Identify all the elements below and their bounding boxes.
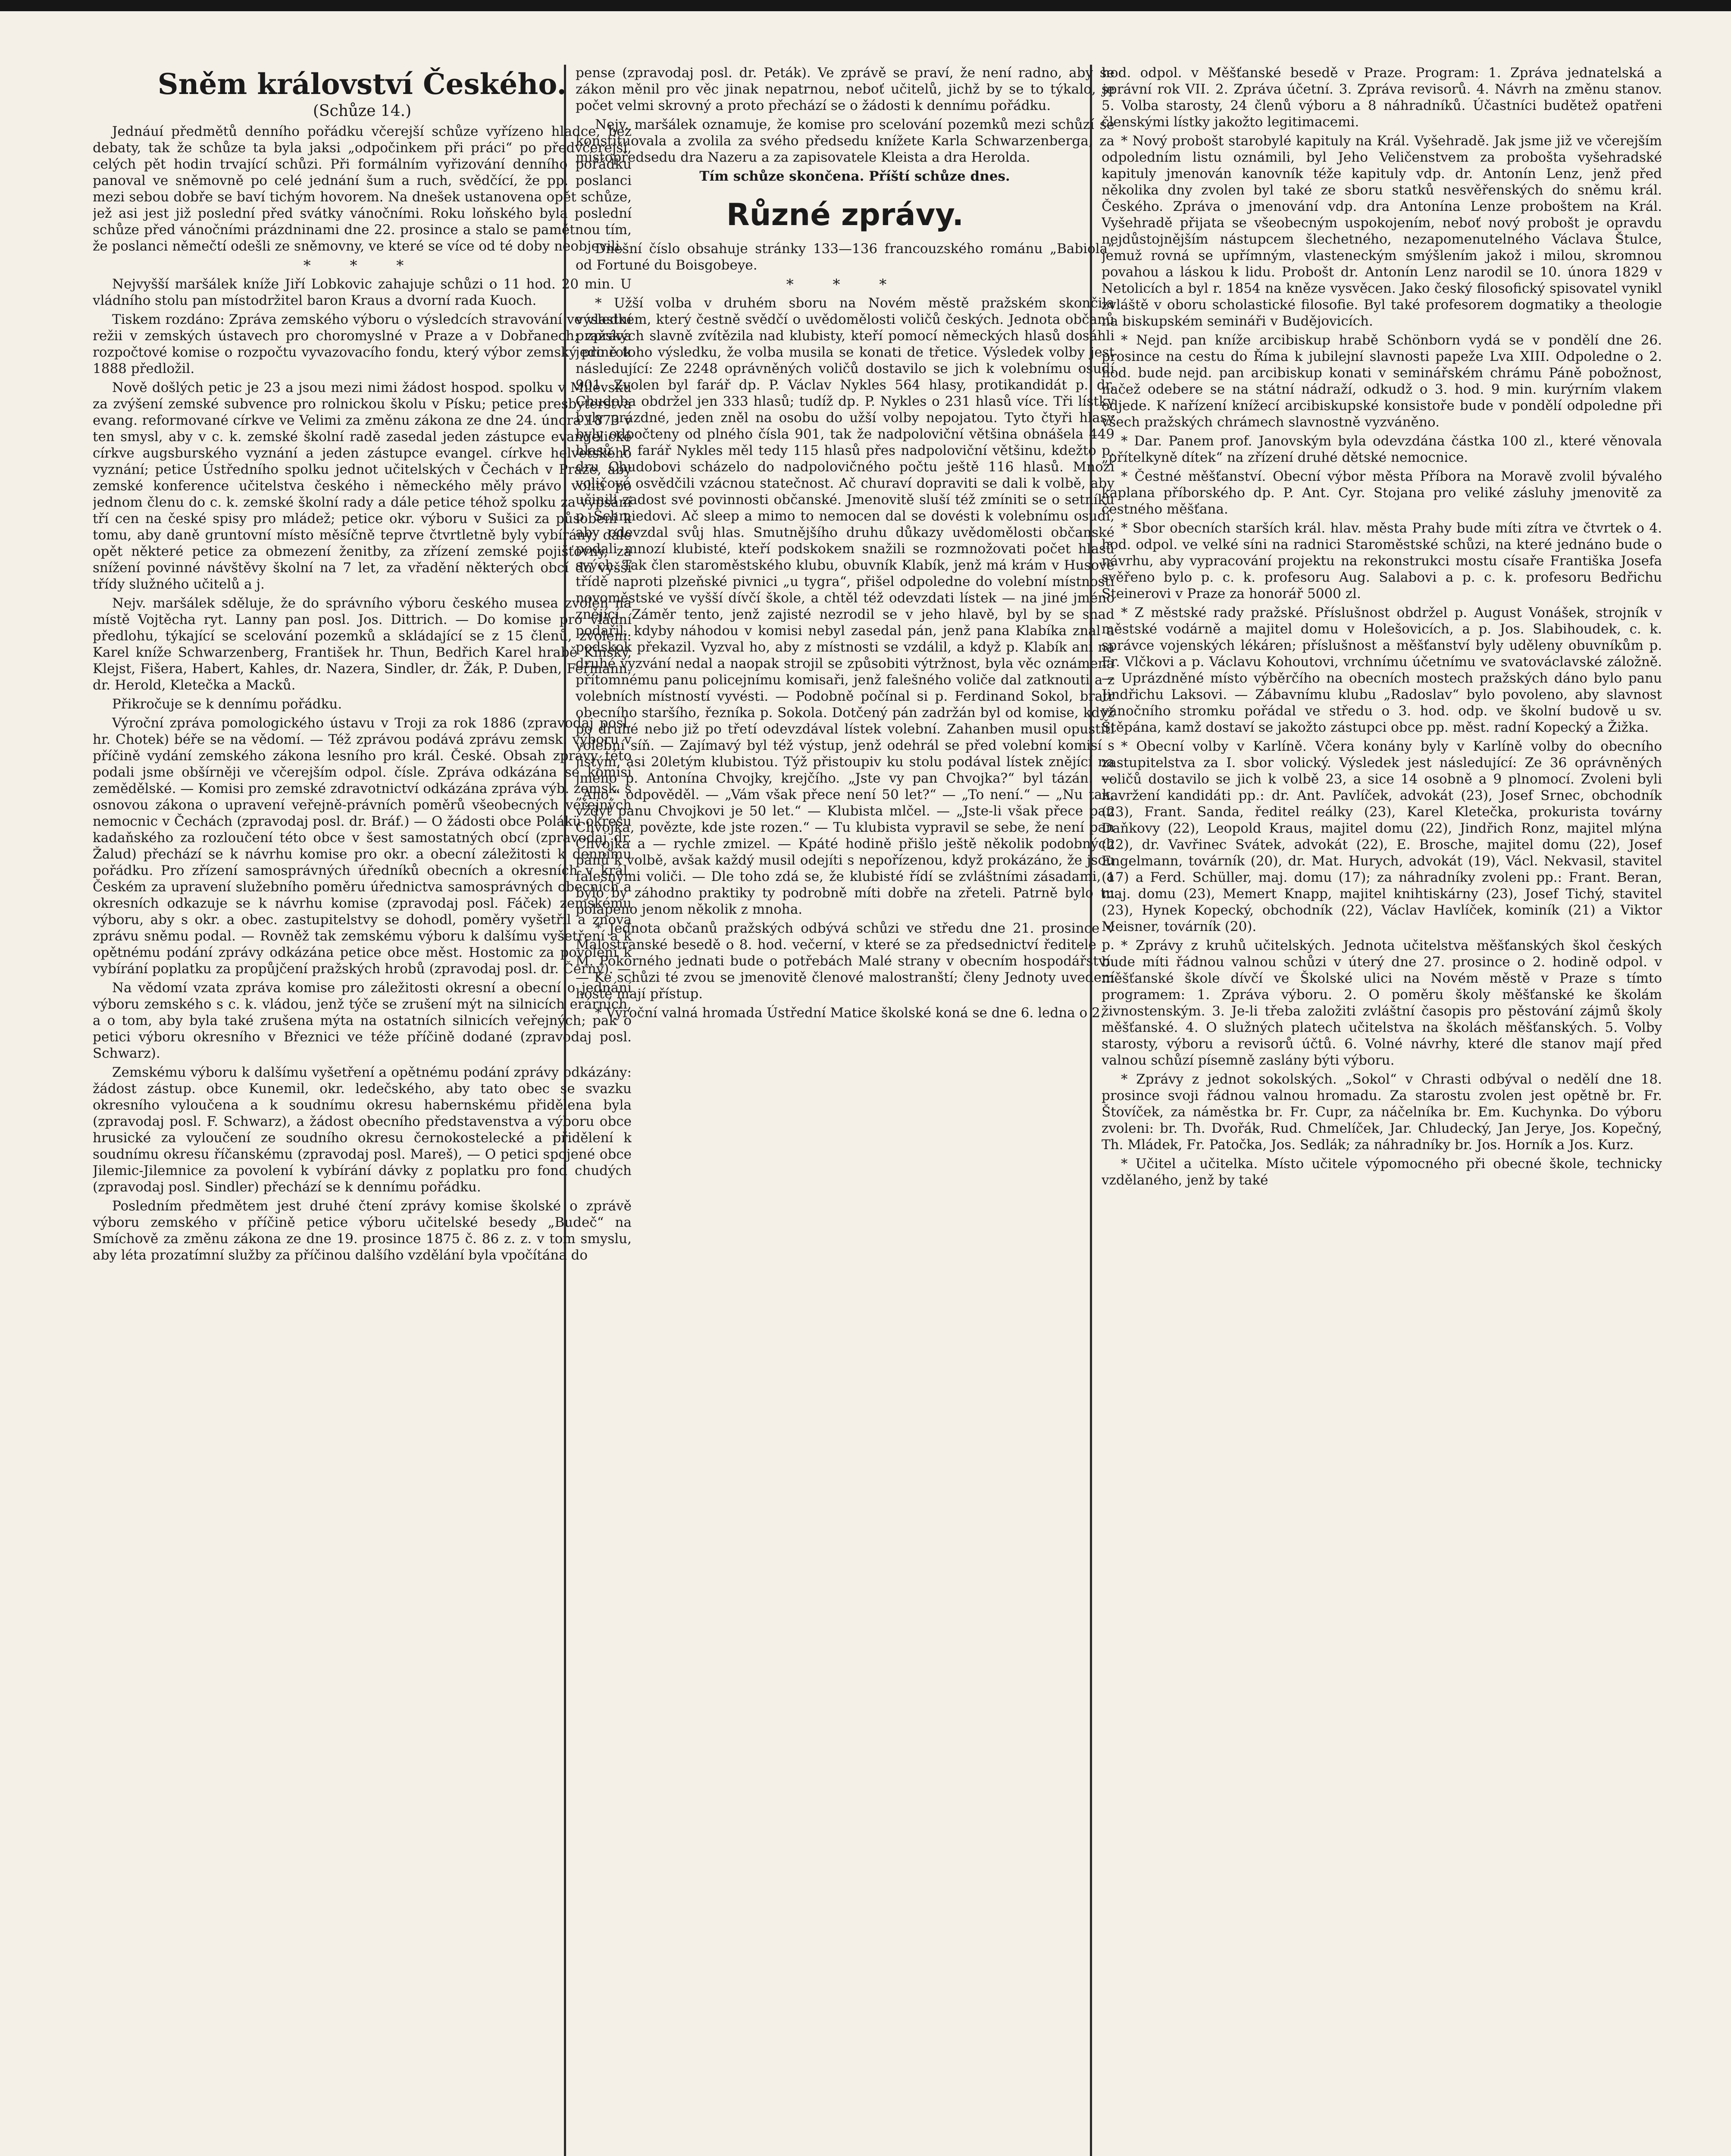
column-1	[93, 65, 632, 2156]
paragraph: Nově došlých petic je 23 a jsou mezi nimi žádost hospod. spolku v Milevsku za zvýšení zemské subvence pro rolnickou školu v Písku; petice presbyterstva evang. reformované církve ve Velimi za změnu zákona ze dne 24. února 1873 v ten smysl, aby v c. k. zemské školní radě zasedal jeden zástupce evangelické církve augsburského vyznání a jeden zástupce evangel. církve helvetského vyznání; petice Ústředního spolku jednot učitelských v Čechách v Praze, aby zemské konference učitelstva českého i německého měly právo voliti po jednom členu do c. k. zemské školní rady a dále petice téhož spolku za vypsání tří cen na české spisy pro mládež; petice okr. výboru v Sušici za působení k tomu, aby daně gruntovní místo měsíčně teprve čtvrtletně byly vybírány; dále opět některé petice za obmezení ženitby, za zřízení zemské pojišťovny, za snížení povinné návštěvy školní na 7 let, za vřadění některých obcí do vyšší třídy služného učitelů a j.	[93, 380, 632, 592]
paragraph: hod. odpol. v Měšťanské besedě v Praze. Program: 1. Zpráva jednatelská a správní rok VII. 2. Zpráva účetní. 3. Zpráva revisorů. 4. Návrh na změnu stanov. 5. Volba starosty, 24 členů výboru a 8 náhradníků. Účastníci budětež opatřeni členskými lístky jakožto legitimacemi.	[1102, 65, 1662, 130]
paragraph: Posledním předmětem jest druhé čtení zprávy komise školské o zprávě výboru zemského v příčině petice výboru učitelské besedy „Budeč“ na Smíchově za změnu zákona ze dne 19. prosince 1875 č. 86 z. z. v tom smyslu, aby léta prozatímní služby za příčinou dalšího vzdělání byla vpočítána do	[93, 1198, 632, 1263]
paragraph: Nejv. maršálek sděluje, že do správního výboru českého musea zvolen na místě Vojtěcha ryt. Lanny pan posl. Jos. Dittrich. — Do komise pro vládní předlohu, týkající se scelování pozemků a skládající se z 15 členů, zvoleni: Karel kníže Schwarzenberg, František hr. Thun, Bedřich Karel hrabě Kinský, Klejst, Fišera, Habert, Kahles, dr. Nazera, Sindler, dr. Žák, P. Duben, Feřmann, dr. Herold, Kletečka a Macků.	[93, 595, 632, 693]
paragraph: * Nový probošt starobylé kapituly na Král. Vyšehradě. Jak jsme již ve včerejším odpoledním listu oznámili, byl Jeho Veličenstvem za proboštа vyšehradské kapituly jmenován kanovník téže kapituly vdp. dr. Antonín Lenz, jenž před několika dny zvolen byl také ze sboru statků nesvěřenských do sněmu král. Českého. Zpráva o jmenování vdp. dra Antonína Lenze proboštem na Král. Vyšehradě přijata se všeobecným uspokojením, neboť nový probošt je opravdu nejdůstojnějším nástupcem šlechetného, nezapomenutelného Václava Štulce, jemuž rovná se upřímným, vlasteneckým smýšlením jakož i milou, skromnou povahou a láskou k lidu. Probošt dr. Antonín Lenz narodil se 10. února 1829 v Netolicích a byl r. 1854 na kněze vysvěcen. Jako český filosofický spisovatel vynikl zvláště v oboru scholastické filosofie. Byl také profesorem dogmatiky a theologie na biskupském semináři v Budějovicích.	[1102, 133, 1662, 329]
paragraph: Tiskem rozdáno: Zpráva zemského výboru o výsledcích stravování ve vlastní režii v zemských ústavech pro choromyslné v Praze a v Dobřanech; zpráva rozpočtové komise o rozpočtu vyvazovacího fondu, který výbor zemský pro rok 1888 předložil.	[93, 312, 632, 376]
paragraph: * Čestné měšťanství. Obecní výbor města Příbora na Moravě zvolil bývalého kaplana příborského dp. P. Ant. Cyr. Stojana pro veliké zásluhy jmenovitě za čestného měšťana.	[1102, 469, 1662, 517]
paragraph: Jednáuí předmětů denního pořádku včerejší schůze vyřízeno hladce, bez debaty, tak že schůze ta byla jaksi „odpočinkem při práci“ po předvčerejší, celých pět hodin trvající schůzi. Při formálním vyřizování denního pořádku panoval ve sněmovně po celé jednání šum a ruch, svědčící, že pp. poslanci mezi sebou dobře se baví tichým hovorem. Na dnešek ustanovena opět schůze, jež asi jest již poslední před svátky vánočními. Roku loňského byla poslední schůze před vánočními prázdninami dne 22. prosince a stalo se pamětnou tím, že poslanci němečtí odešli ze sněmovny, ve které se více od té doby neobjevili.	[93, 124, 632, 254]
paragraph: * Zprávy z jednot sokolských. „Sokol“ v Chrasti odbýval o nedělí dne 18. prosince svoji řádnou valnou hromadu. Za starostu zvolen jest opětně br. Fr. Štovíček, za náměstka br. Fr. Cupr, za náčelníka br. Em. Kuchynka. Do výboru zvoleni: br. Th. Dvořák, Rud. Chmelíček, Jar. Chludecký, Jan Jerye, Jos. Kopečný, Th. Mládek, Fr. Patočka, Jos. Sedlák; za náhradníky br. Jos. Horník a Jos. Kurz.	[1102, 1072, 1662, 1153]
paragraph: * Dar. Panem prof. Janovským byla odevzdána částka 100 zl., které věnovala „přítelkyně dítek“ na zřízení druhé dětské nemocnice.	[1102, 433, 1662, 465]
paragraph: * Učitel a učitelka. Místo učitele výpomocného při obecné škole, technicky vzdělaného, jenž by také	[1102, 1156, 1662, 1188]
scan-edge-top	[0, 0, 1731, 11]
section-stars: * * *	[786, 276, 904, 293]
article-title: Sněm království Českého.	[157, 67, 567, 101]
paragraph: * Užší volba v druhém sboru na Novém městě pražském skončila výsledkem, který čestně svědčí o uvědomělosti voličů českých. Jednota občanů pražských slavně zvítězila nad klubisty, kteří pomocí německých hlasů dosáhli jedině toho výsledku, že volba musila se konati de třetice. Výsledek volby jest následující: Ze 2248 oprávněných voličů dostavilo se jich k volebnímu osudí 901. Zvolen byl farář dp. P. Václav Nykles 564 hlasy, protikandidát p. dr. Chudoba obdržel jen 333 hlasů; tudíž dp. P. Nykles o 231 hlasů více. Tři lístky byly prázdné, jeden zněl na osobu do užší volby nepojatou. Tyto čtyři hlasy byly odpočteny od plného čísla 901, tak že nadpoloviční většina obnášela 449 hlasů. P. farář Nykles měl tedy 115 hlasů přes nadpoloviční většinu, kdežto p. dru Chudobovi scházelo do nadpolovičného počtu ještě 116 hlasů. Mnozí voličové osvědčili vzácnou statečnost. Ač churaví dopraviti se dali k volbě, aby učinili zadost své povinnosti občanské. Jmenovitě sluší též zmíniti se o setníku p. Schmiedovi. Ač sleep a mimo to nemocen dal se dovésti k volebnímu osudí, aby odevzdal svůj hlas. Smutnějšího druhu důkazy uvědomělosti občanské podali mnozí klubisté, kteří podskokem snažili se rozmnožovati počet hlasů svých. Tak člen staroměstského klubu, obuvník Klabík, jenž má krám v Husově třídě naproti plzeňské pivnici „u tygra“, přišel odpoledne do volební místnosti novoměstské ve vyšší dívčí škole, a chtěl též odevzdati lístek — na jiné jméno znějící. Záměr tento, jenž zajisté nezrodil se v jeho hlavě, byl by se snad podařil, kdyby náhodou v komisi nebyl zasedal pán, jenž pana Klabíka znal a podskok překazil. Vyzval ho, aby z místnosti se vzdálil, a když p. Klabík ani na druhé vyzvání nedal a naopak strojil se způsobiti výtržnost, byla věc oznámena přítomnému panu policejnímu komisaři, jenž falešného voliče dal zatknouti a z volebních místností vyvésti. — Podobně počínal si p. Ferdinand Sokol, bratr obecního staršího, řezníka p. Sokola. Dotčený pán zadržán byl od komise, když po druhé nebo již po třetí odevzdával lístek volební. Zahanben musil opustiti volební síň. — Zajímavý byl též výstup, jenž odehrál se před volební komisí s jistým, asi 20letým klubistou. Týž přistoupiv ku stolu podával lístek znějící na jméno p. Antonína Chvojky, krejčího. „Jste vy pan Chvojka?“ byl tázán. — „Ano,“ odpověděl. — „Vám však přece není 50 let?“ — „To není.“ — „Nu tak, vždyť panu Chvojkovi je 50 let.“ — Klubista mlčel. — „Jste-li však přece pan Chvojka, povězte, kde jste rozen.“ — Tu klubista vypravil se sebe, že není pan Chvojka a — rychle zmizel. — Kpáté hodině přišlo ještě několik podobných pánů k volbě, avšak každý musil odejíti s nepořízenou, když prokázáno, že jsou falešnými voliči. — Dle toho zdá se, že klubisté řídí se zvláštními zásadami, a bylo by záhodno praktiky ty podrobně míti dobře na zřeteli. Patrně bylo tu polapeno jenom několik z mnoha.	[576, 295, 1114, 917]
paragraph: Nejvyšší maršálek kníže Jiří Lobkovic zahajuje schůzi o 11 hod. 20 min. U vládního stolu pan místodržitel baron Kraus a dvorní rada Kuoch.	[93, 276, 632, 308]
paragraph: pense (zpravodaj posl. dr. Peták). Ve zprávě se praví, že není radno, aby se zákon měnil pro věc jinak nepatrnou, neboť učitelů, jichž by se to týkalo, je počet velmi skrovný a proto přechází se o žádosti k dennímu pořádku.	[576, 65, 1114, 113]
paragraph: Přikročuje se k dennímu pořádku.	[112, 696, 342, 712]
paragraph: * Nejd. pan kníže arcibiskup hrabě Schönborn vydá se v pondělí dne 26. prosince na cestu do Říma k jubilejní slavnosti papeže Lva XIII. Odpoledne o 2. hod. bude nejd. pan arcibiskup konati v seminářském chrámu Páně pobožnost, načež odebere se na státní nádraží, odkudž o 3. hod. 9 min. kurýrním vlakem odjede. K nařízení knížecí arcibiskupské konsistoře bude v pondělí odpoledne při všech pražských chrámech slavnostně vyzváněno.	[1102, 332, 1662, 430]
paragraph: Tím schůze skončena. Příští schůze dnes.	[699, 169, 1010, 184]
article-subtitle: (Schůze 14.)	[313, 102, 412, 120]
section-title: Různé zprávy.	[726, 197, 964, 232]
column-2	[576, 65, 1114, 2156]
paragraph: * Výroční valná hromada Ústřední Matice školské koná se dne 6. ledna o 2.	[595, 1005, 1105, 1021]
paragraph: Nejv. maršálek oznamuje, že komise pro scelování pozemků mezi schůzí se konstituovala a zvolila za svého předsedu knížete Karla Schwarzenberga, za místopředsedu dra Nazeru a za zapisovatele Kleista a dra Herolda.	[576, 117, 1114, 165]
paragraph: * Zprávy z kruhů učitelských. Jednota učitelstva měšťanských škol českých bude míti řádnou valnou schůzi v úterý dne 27. prosince o 2. hodině odpol. v měšťanské škole dívčí ve Školské ulici na Novém městě v Praze s tímto programem: 1. Zpráva výboru. 2. O poměru školy měšťanské ke školám živnostenským. 3. Je-li třeba založiti zvláštní časopis pro pěstování zájmů školy měšťanské. 4. O služných platech učitelstva na školách měšťanských. 5. Volby starosty, výboru a revisorů účtů. 6. Volné návrhy, které dle stanov mají před valnou schůzí písemně zaslány býti výboru.	[1102, 938, 1662, 1068]
paragraph: * Sbor obecních starších král. hlav. města Prahy bude míti zítra ve čtvrtek o 4. hod. odpol. ve velké síni na radnici Staroměstské schůzi, na které jednáno bude o návrhu, aby vypracování projektu na rekonstrukci mostu císaře Františka Josefa svěřeno bylo p. c. k. profesoru Aug. Salabovi a p. c. k. profesoru Bedřichu Steinerovi v Praze za honorář 5000 zl.	[1102, 520, 1662, 602]
paragraph: * Z městské rady pražské. Příslušnost obdržel p. August Vonášek, strojník v městské vodárně a majitel domu v Holešovicích, a p. Jos. Slabihoudek, c. k. správce vojenských lékáren; příslušnost a měšťanství byly uděleny obuvníkům p. Fr. Vlčkovi a p. Václavu Kohoutovi, vrchnímu účetnímu ve svatováclavské záložně. — Uprázdněné místo výběrčího na obecních mostech pražských dáno bylo panu Jindřichu Laksovi. — Zábavnímu klubu „Radoslav“ bylo povoleno, aby slavnost vánočního stromku pořádal ve středu o 3. hod. odp. ve školní budově u sv. Štěpána, kamž dostaví se jakožto zástupci obce pp. měst. radní Kopecký a Žižka.	[1102, 605, 1662, 735]
paragraph: Zemskému výboru k dalšímu vyšetření a opětnému podání zprávy odkázány: žádost zástup. obce Kunemil, okr. ledečského, aby tato obec se svazku okresního vyloučena a k soudnímu okresu habernskému přidělena byla (zpravodaj posl. F. Schwarz), a žádost obecního představenstva a výboru obce hrusické za vyloučení ze soudního okresu černokostelecké a přidělení k soudnímu okresu říčanskému (zpravodaj posl. Mareš), — O petici spojené obce Jilemic-Jilemnice za povolení k vybírání dávky z poplatku pro fond chudých (zpravodaj posl. Sindler) přechází se k dennímu pořádku.	[93, 1065, 632, 1195]
paragraph: Na vědomí vzata zpráva komise pro záležitosti okresní a obecní o jednání výboru zemského s c. k. vládou, jenž týče se zrušení mýt na silnicích erárních, a o tom, aby byla také zrušena mýta na ostatních silnicích veřejných; pak o petici výboru okresního v Březnici ve téže příčině dodané (zpravodaj posl. Schwarz).	[93, 980, 632, 1061]
paragraph: Dnešní číslo obsahuje stránky 133—136 francouzského románu „Babiola“ od Fortuné du Boisgobeye.	[576, 241, 1114, 273]
paragraph: * Obecní volby v Karlíně. Včera konány byly v Karlíně volby do obecního zastupitelstva za I. sbor volický. Výsledek jest následující: Ze 36 oprávněných voličů dostavilo se jich k volbě 23, a sice 14 osobně a 9 plnomocí. Zvoleni byli navržení kandidáti pp.: dr. Ant. Pavlíček, advokát (23), Josef Srnec, obchodník (23), Frant. Sanda, ředitel reálky (23), Karel Kletečka, prokurista továrny Daňkovy (22), Leopold Kraus, majitel domu (22), Jindřich Ronz, majitel mlýna (22), dr. Vavřinec Svátek, advokát (22), E. Brosche, majitel domu (22), Josef Engelmann, továrník (20), dr. Mat. Hurych, advokát (19), Václ. Nekvasil, stavitel (17) a Ferd. Schüller, maj. domu (17); za náhradníky zvoleni pp.: Frant. Beran, maj. domu (23), Memert Knapp, majitel knihtiskárny (23), Josef Tichý, stavitel (23), Hynek Kopecký, obchodník (22), Václav Havlíček, kominík (21) a Viktor Meisner, továrník (20).	[1102, 739, 1662, 934]
paragraph: * Jednota občanů pražských odbývá schůzi ve středu dne 21. prosince v Malostranské besedě o 8. hod. večerní, v které se za předsednictví ředitele p. M. Pokorného jednati bude o potřebách Malé strany v obecním hospodářství. — Ke schůzi té zvou se jmenovitě členové malostranští; členy Jednoty uvedení hosté mají přístup.	[576, 921, 1114, 1002]
paragraph: Výroční zpráva pomologického ústavu v Troji za rok 1886 (zpravodaj posl. hr. Chotek) béře se na vědomí. — Též zprávou podává zprávu zemsk. výboru v příčině vydání zemského zákona lesního pro král. České. Obsah zprávy této podali jsme obšírněji ve včerejším odpol. čísle. Zpráva odkázána se komisi zemědělské. — Komisi pro zemské zdravotnictví odkázána zpráva výb. zemsk. s osnovou zákona o upravení veřejně-právních poměrů všeobecných veřejných nemocnic v Čechách (zpravodaj posl. dr. Bráf.) — O žádosti obce Polákü okresu kadaňského za rozloučení této obce v šest samostatných obcí (zpravodaj dr. Žalud) přechází se k návrhu komise pro okr. a obecní záležitosti k dennímu pořádku. Pro zřízení samosprávných úředníků obecních a okresních v král. Českém za upravení služebního poměru úřednictva samosprávných obecních a okresních odkazuje se k návrhu komise (zpravodaj posl. Fáček) zemskému výboru, aby s okr. a obec. zastupitelstvy se dohodl, poměry vyšetřil a znova zprávu sněmu podal. — Rovněž tak zemskému výboru k dalšímu vyšetření a k opětnému podání zprávy odkázána petice obce měst. Hostomic za povolení k vybírání poplatku za propůjčení pražských hrobů (zpravodaj posl. dr. Černý). —	[93, 715, 632, 977]
section-stars: * * *	[303, 257, 421, 274]
column-3	[1102, 65, 1662, 2156]
